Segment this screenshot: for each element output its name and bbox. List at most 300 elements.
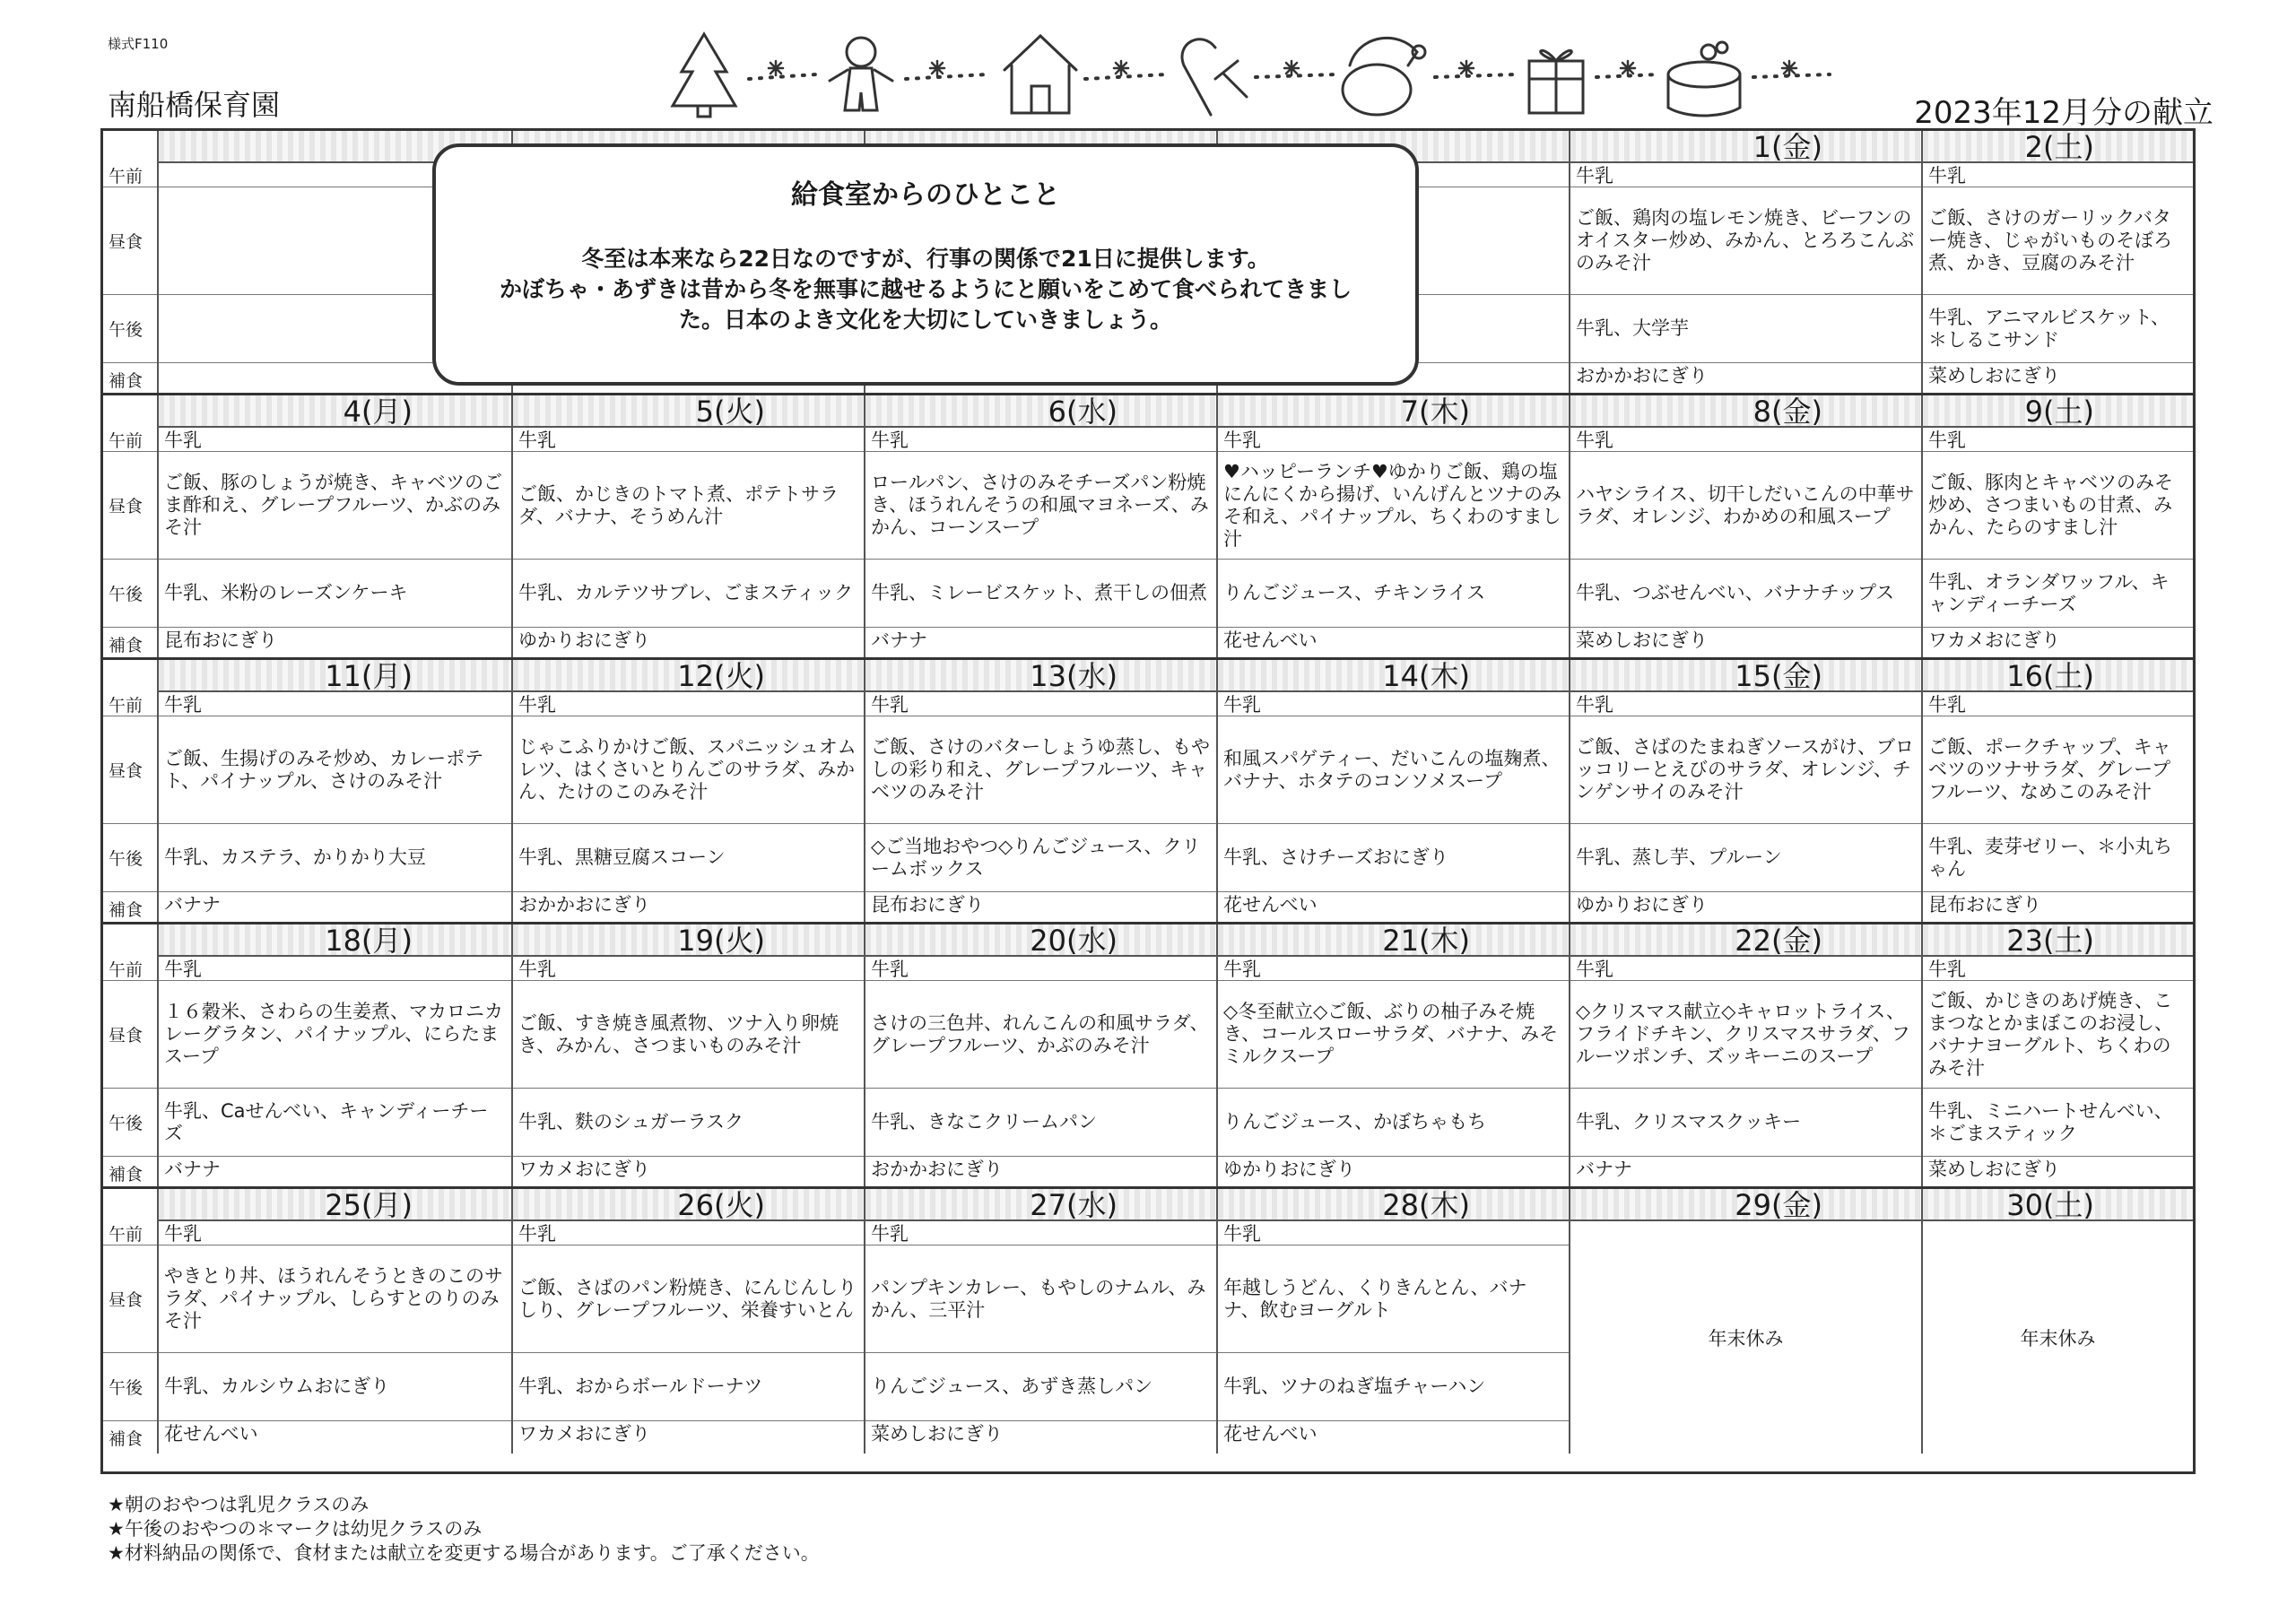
menu-cell-supp <box>1218 892 1569 924</box>
menu-cell-lunch <box>1218 452 1569 560</box>
menu-cell-lunch <box>1218 981 1569 1089</box>
day-header <box>1923 924 2193 957</box>
menu-text: 牛乳 <box>1928 959 1966 980</box>
menu-cell-supp <box>513 1421 864 1454</box>
menu-cell-lunch <box>865 1245 1216 1353</box>
menu-text: ゆかりおにぎり <box>1223 1159 1355 1180</box>
menu-cell-pm <box>865 560 1216 628</box>
menu-text: 牛乳、ミニハートせんべい、＊ごまスティック <box>1928 1099 2173 1144</box>
menu-cell-supp <box>1570 628 1921 660</box>
menu-cell-pm <box>1923 560 2193 628</box>
christmas-decoration-strip <box>664 25 1857 124</box>
row-label: 午後 <box>103 824 157 892</box>
day-date: 1(金) <box>1752 130 1822 164</box>
menu-cell-lunch <box>865 452 1216 560</box>
menu-cell-am <box>1218 1221 1569 1245</box>
menu-cell-am <box>865 957 1216 981</box>
day-header <box>865 1189 1216 1221</box>
menu-text: バナナ <box>164 1159 221 1180</box>
menu-text: さけの三色丼、れんこんの和風サラダ、グレープフルーツ、かぶのみそ汁 <box>871 1011 1209 1056</box>
menu-cell-pm <box>1923 295 2193 363</box>
menu-cell-pm <box>1570 295 1921 363</box>
menu-text: 牛乳 <box>1576 959 1613 980</box>
day-date: 21(木) <box>1382 924 1470 958</box>
day-header <box>1570 660 1921 692</box>
menu-text: 牛乳 <box>871 430 909 451</box>
note-line: かぼちゃ・あずきは昔から冬を無事に越せるようにと願いをこめて食べられてきまし <box>499 276 1352 302</box>
day-column <box>1921 395 2193 660</box>
day-header <box>1923 131 2193 163</box>
row-label: 午後 <box>103 560 157 628</box>
day-date: 13(水) <box>1030 659 1118 693</box>
menu-cell-am <box>513 957 864 981</box>
menu-text: パンプキンカレー、もやしのナムル、みかん、三平汁 <box>871 1276 1206 1321</box>
menu-text: 牛乳 <box>1223 694 1261 716</box>
day-date: 9(土) <box>2024 395 2094 429</box>
menu-text: 牛乳、麦芽ゼリー、＊小丸ちゃん <box>1928 835 2173 880</box>
row-label: 補食 <box>109 635 144 655</box>
menu-cell-lunch <box>865 716 1216 824</box>
day-column <box>1216 660 1569 924</box>
row-label: 補食 <box>109 899 144 920</box>
menu-text: ご飯、すき焼き風煮物、ツナ入り卵焼き、みかん、さつまいものみそ汁 <box>518 1011 839 1056</box>
cake-icon <box>1668 42 1740 116</box>
menu-text: 年越しうどん、くりきんとん、バナナ、飲むヨーグルト <box>1223 1276 1527 1321</box>
day-date: 28(木) <box>1382 1188 1470 1222</box>
day-column <box>1921 924 2193 1189</box>
menu-cell-supp <box>1570 363 1921 395</box>
menu-cell-pm <box>1570 1089 1921 1157</box>
day-date: 12(火) <box>677 659 765 693</box>
nursery-name: 南船橋保育園 <box>108 88 281 122</box>
menu-text: 昆布おにぎり <box>1928 894 2041 916</box>
menu-text: 牛乳 <box>518 959 556 980</box>
menu-cell-am <box>1923 428 2193 452</box>
menu-cell-lunch <box>159 981 511 1089</box>
menu-text: 牛乳 <box>871 1223 909 1245</box>
menu-cell-lunch <box>513 981 864 1089</box>
day-date: 20(水) <box>1030 924 1118 958</box>
menu-cell-pm <box>1218 1353 1569 1421</box>
menu-cell-am <box>513 428 864 452</box>
menu-text: 牛乳 <box>1928 430 1966 451</box>
row-label: 午前 <box>103 1221 157 1245</box>
menu-cell-am <box>1570 692 1921 716</box>
form-id: 様式F110 <box>108 36 169 52</box>
menu-cell-lunch <box>1923 187 2193 295</box>
menu-cell-supp <box>1923 892 2193 924</box>
menu-text: 牛乳、ツナのねぎ塩チャーハン <box>1223 1376 1486 1397</box>
menu-cell-am <box>159 1221 511 1245</box>
day-date: 4(月) <box>343 395 413 429</box>
day-date: 23(土) <box>2006 924 2094 958</box>
menu-text: 牛乳 <box>164 694 202 716</box>
menu-text: 牛乳 <box>518 1223 556 1245</box>
menu-text: 牛乳、Caせんべい、キャンディーチーズ <box>164 1099 489 1144</box>
day-header <box>1570 131 1921 163</box>
footer-notes <box>108 1493 820 1566</box>
menu-text: おかかおにぎり <box>871 1159 1003 1180</box>
day-date: 2(土) <box>2024 130 2094 164</box>
row-label: 昼食 <box>103 452 157 560</box>
menu-text: ご飯、さけのガーリックバター焼き、じゃがいものそぼろ煮、かき、豆腐のみそ汁 <box>1928 207 2173 273</box>
day-header <box>513 1189 864 1221</box>
menu-cell-am <box>1218 957 1569 981</box>
row-label: 補食 <box>109 1164 144 1185</box>
menu-cell-am <box>513 1221 864 1245</box>
menu-cell-lunch <box>1570 716 1921 824</box>
day-header <box>513 395 864 428</box>
menu-text: 昆布おにぎり <box>164 629 277 651</box>
menu-text: 牛乳 <box>1223 430 1261 451</box>
day-date: 19(火) <box>677 924 765 958</box>
footer-note: ★朝のおやつは乳児クラスのみ <box>108 1494 370 1515</box>
menu-cell-pm <box>865 1353 1216 1421</box>
day-header <box>1218 660 1569 692</box>
row-label-column <box>103 1189 159 1454</box>
menu-text: 牛乳、麩のシュガーラスク <box>518 1111 744 1133</box>
row-label-column <box>103 131 159 395</box>
menu-cell-pm <box>159 1089 511 1157</box>
menu-text: ご飯、鶏肉の塩レモン焼き、ビーフンのオイスター炒め、みかん、とろろこんぶのみそ汁 <box>1576 207 1915 273</box>
menu-cell-pm <box>513 560 864 628</box>
menu-cell-supp <box>159 1157 511 1189</box>
row-label-column <box>103 924 159 1189</box>
row-label: 午前 <box>103 692 157 716</box>
menu-text: ご飯、豚肉とキャベツのみそ炒め、さつまいもの甘煮、みかん、たらのすまし汁 <box>1928 472 2173 538</box>
menu-cell-supp <box>1218 628 1569 660</box>
menu-cell-supp <box>865 892 1216 924</box>
row-label: 午前 <box>103 163 157 187</box>
day-date: 27(水) <box>1030 1188 1118 1222</box>
day-header <box>159 660 511 692</box>
menu-cell-am <box>1218 428 1569 452</box>
day-column <box>1921 131 2193 395</box>
day-column <box>864 1189 1216 1454</box>
menu-text: ご飯、かじきのトマト煮、ポテトサラダ、バナナ、そうめん汁 <box>518 482 839 527</box>
note-body <box>472 244 1379 335</box>
menu-text: じゃこふりかけご飯、スパニッシュオムレツ、はくさいとりんごのサラダ、みかん、たけのこのみそ汁 <box>518 736 857 803</box>
row-label-column <box>103 660 159 924</box>
menu-cell-supp <box>865 1421 1216 1454</box>
menu-text: 牛乳 <box>1576 165 1613 187</box>
menu-text: りんごジュース、かぼちゃもち <box>1223 1111 1487 1133</box>
menu-text: 牛乳、おからボールドーナツ <box>518 1376 763 1397</box>
menu-text: 牛乳、カステラ、かりかり大豆 <box>164 846 426 868</box>
menu-text: ご飯、生揚げのみそ炒め、カレーポテト、パイナップル、さけのみそ汁 <box>164 747 484 792</box>
footer-note: ★午後のおやつの＊マークは幼児クラスのみ <box>108 1518 483 1540</box>
gift-icon <box>1529 50 1583 113</box>
day-date: 18(月) <box>325 924 413 958</box>
menu-text: ゆかりおにぎり <box>1576 894 1708 916</box>
menu-cell-am <box>1570 957 1921 981</box>
menu-cell-pm <box>159 824 511 892</box>
day-column <box>1569 131 1921 395</box>
menu-cell-pm <box>1923 824 2193 892</box>
day-date: 5(火) <box>695 395 765 429</box>
kitchen-note <box>432 143 1419 386</box>
day-header <box>1923 1189 2193 1221</box>
menu-text: 牛乳、ミレービスケット、煮干しの佃煮 <box>871 582 1208 603</box>
menu-text: 牛乳 <box>1928 694 1966 716</box>
day-header <box>1570 924 1921 957</box>
day-column <box>1569 1189 1921 1454</box>
day-column <box>1216 395 1569 660</box>
day-column <box>159 924 511 1189</box>
menu-text: 牛乳 <box>1576 430 1613 451</box>
menu-text: 牛乳、蒸し芋、プルーン <box>1576 846 1782 868</box>
row-label: 午前 <box>103 957 157 981</box>
menu-cell-pm <box>1218 1089 1569 1157</box>
row-label: 午後 <box>103 295 157 363</box>
christmas-tree-icon <box>673 34 735 117</box>
menu-cell-am <box>1570 428 1921 452</box>
menu-cell-pm <box>865 824 1216 892</box>
day-date: 25(月) <box>325 1188 413 1222</box>
week-row <box>103 395 2193 660</box>
menu-cell-lunch <box>1923 716 2193 824</box>
menu-text: おかかおにぎり <box>1576 365 1708 386</box>
row-label: 午後 <box>103 1353 157 1421</box>
day-column <box>1569 924 1921 1189</box>
menu-cell-pm <box>1570 824 1921 892</box>
day-column <box>511 660 864 924</box>
menu-cell-am <box>159 428 511 452</box>
day-column <box>864 660 1216 924</box>
menu-cell-pm <box>513 1089 864 1157</box>
menu-cell-supp <box>865 1157 1216 1189</box>
menu-cell-supp <box>865 628 1216 660</box>
menu-cell-supp <box>1923 1157 2193 1189</box>
menu-text: ロールパン、さけのみそチーズパン粉焼き、ほうれんそうの和風マヨネーズ、みかん、コーンスープ <box>871 472 1209 538</box>
menu-cell-lunch <box>1923 981 2193 1089</box>
menu-cell-lunch <box>1218 716 1569 824</box>
menu-text: 花せんべい <box>164 1423 258 1445</box>
menu-text: 牛乳、きなこクリームパン <box>871 1111 1097 1133</box>
menu-cell-am <box>1923 163 2193 187</box>
menu-text: ご飯、ポークチャップ、キャベツのツナサラダ、グレープフルーツ、なめこのみそ汁 <box>1928 736 2171 803</box>
day-date: 6(水) <box>1048 395 1118 429</box>
menu-text: やきとり丼、ほうれんそうときのこのサラダ、パイナップル、しらすとのりのみそ汁 <box>164 1265 503 1332</box>
day-date: 15(金) <box>1735 659 1822 693</box>
menu-cell-am <box>513 692 864 716</box>
row-label: 午前 <box>103 428 157 452</box>
day-date: 14(木) <box>1382 659 1470 693</box>
menu-text: 牛乳、黒糖豆腐スコーン <box>518 846 726 868</box>
day-header <box>865 395 1216 428</box>
menu-text: 牛乳、カルシウムおにぎり <box>164 1376 390 1397</box>
menu-cell-pm <box>865 1089 1216 1157</box>
house-icon <box>1004 36 1076 113</box>
menu-text: 和風スパゲティー、だいこんの塩麹煮、バナナ、ホタテのコンソメスープ <box>1223 747 1561 792</box>
day-column <box>1216 924 1569 1189</box>
menu-cell-supp <box>513 892 864 924</box>
menu-text: ワカメおにぎり <box>518 1423 650 1445</box>
menu-text: 牛乳、大学芋 <box>1576 317 1689 339</box>
day-date: 16(土) <box>2006 659 2094 693</box>
menu-text: ◇クリスマス献立◇キャロットライス、フライドチキン、クリスマスサラダ、フルーツポンチ、ズッキーニのスープ <box>1576 1001 1910 1067</box>
week-row <box>103 660 2193 924</box>
menu-text: 菜めしおにぎり <box>1576 629 1708 651</box>
menu-cell-lunch <box>1218 1245 1569 1353</box>
menu-text: ご飯、さばのたまねぎソースがけ、ブロッコリーとえびのサラダ、オレンジ、チンゲンサイのみそ汁 <box>1576 736 1914 803</box>
menu-text: ワカメおにぎり <box>1928 629 2060 651</box>
menu-cell-am <box>865 1221 1216 1245</box>
menu-text: ハヤシライス、切干しだいこんの中華サラダ、オレンジ、わかめの和風スープ <box>1576 482 1915 527</box>
menu-text: ワカメおにぎり <box>518 1159 650 1180</box>
menu-cell-supp <box>1570 1157 1921 1189</box>
menu-cell-lunch <box>513 1245 864 1353</box>
menu-text: 牛乳 <box>164 959 202 980</box>
menu-cell-am <box>1923 692 2193 716</box>
menu-text: 牛乳 <box>1223 1223 1261 1245</box>
menu-text: 牛乳、カルテツサブレ、ごまスティック <box>518 582 854 603</box>
day-date: 11(月) <box>325 659 413 693</box>
day-date: 30(土) <box>2006 1188 2094 1222</box>
day-header <box>1218 1189 1569 1221</box>
day-column <box>1216 1189 1569 1454</box>
closed-notice: 年末休み <box>2020 1327 2096 1350</box>
menu-text: 牛乳 <box>164 430 202 451</box>
menu-cell-supp <box>1218 1421 1569 1454</box>
day-header <box>1570 395 1921 428</box>
footer-note: ★材料納品の関係で、食材または献立を変更する場合があります。ご了承ください。 <box>108 1542 820 1564</box>
menu-text: 牛乳、さけチーズおにぎり <box>1223 846 1448 868</box>
menu-text: 牛乳、オランダワッフル、キャンディーチーズ <box>1928 570 2170 615</box>
day-date: 26(火) <box>677 1188 765 1222</box>
menu-text: ご飯、さけのバターしょうゆ蒸し、もやしの彩り和え、グレープフルーツ、キャベツのみそ汁 <box>871 736 1210 803</box>
row-label: 昼食 <box>103 716 157 824</box>
menu-cell-supp <box>513 1157 864 1189</box>
day-column <box>1569 660 1921 924</box>
menu-text: ◇冬至献立◇ご飯、ぶりの柚子みそ焼き、コールスローサラダ、バナナ、みそミルクスープ <box>1223 1001 1559 1067</box>
menu-text: ♥ハッピーランチ♥ゆかりご飯、鶏の塩にんにくから揚げ、いんげんとツナのみそ和え、パイナップル、ちくわのすまし汁 <box>1223 460 1562 550</box>
day-header <box>159 924 511 957</box>
menu-cell-supp <box>159 628 511 660</box>
menu-cell-am <box>159 957 511 981</box>
menu-cell-supp <box>1218 1157 1569 1189</box>
day-column <box>1921 660 2193 924</box>
menu-text: 牛乳、つぶせんべい、バナナチップス <box>1576 582 1895 603</box>
menu-text: 牛乳 <box>1576 694 1613 716</box>
menu-cell-supp <box>1923 363 2193 395</box>
menu-text: りんごジュース、チキンライス <box>1223 582 1486 603</box>
menu-text: 牛乳、米粉のレーズンケーキ <box>164 582 408 603</box>
menu-text: 牛乳 <box>1928 165 1966 187</box>
menu-text: 昆布おにぎり <box>871 894 984 916</box>
menu-text: １６穀米、さわらの生姜煮、マカロニカレーグラタン、パイナップル、にらたまスープ <box>164 1001 503 1067</box>
menu-cell-lunch <box>1923 452 2193 560</box>
day-column <box>1921 1189 2193 1454</box>
menu-text: 牛乳、アニマルビスケット、＊しるこサンド <box>1928 306 2170 351</box>
menu-text: 牛乳 <box>164 1223 202 1245</box>
day-column <box>864 395 1216 660</box>
menu-cell-lunch <box>1570 981 1921 1089</box>
day-header <box>513 660 864 692</box>
menu-text: りんごジュース、あずき蒸しパン <box>871 1376 1153 1397</box>
note-line: 冬至は本来なら22日なのですが、行事の関係で21日に提供します。 <box>581 246 1270 272</box>
day-header <box>865 924 1216 957</box>
menu-cell-lunch <box>159 452 511 560</box>
row-label: 昼食 <box>103 187 157 295</box>
day-date: 22(金) <box>1735 924 1822 958</box>
menu-text: 牛乳 <box>1223 959 1261 980</box>
menu-text: 菜めしおにぎり <box>1928 1159 2060 1180</box>
menu-text: ゆかりおにぎり <box>518 629 650 651</box>
menu-text: ご飯、かじきのあげ焼き、こまつなとかまぼこのお浸し、バナナヨーグルト、ちくわのみそ汁 <box>1928 989 2173 1079</box>
menu-cell-am <box>1923 957 2193 981</box>
day-column <box>159 660 511 924</box>
menu-cell-lunch <box>865 981 1216 1089</box>
menu-cell-am <box>865 692 1216 716</box>
day-column <box>159 1189 511 1454</box>
menu-text: 花せんべい <box>1223 1423 1318 1445</box>
menu-cell-am <box>1570 163 1921 187</box>
day-header <box>1218 395 1569 428</box>
menu-text: 牛乳 <box>871 694 909 716</box>
candy-cane-icon <box>1182 39 1247 115</box>
menu-cell-lunch <box>513 452 864 560</box>
menu-text: ご飯、豚のしょうが焼き、キャベツのごま酢和え、グレープフルーツ、かぶのみそ汁 <box>164 472 503 538</box>
closed-notice: 年末休み <box>1708 1327 1784 1350</box>
menu-cell-supp <box>513 628 864 660</box>
menu-text: 花せんべい <box>1223 894 1318 916</box>
menu-cell-lunch <box>1570 187 1921 295</box>
menu-cell-pm <box>513 824 864 892</box>
row-label-column <box>103 395 159 660</box>
menu-cell-pm <box>1923 1089 2193 1157</box>
menu-cell-am <box>1218 692 1569 716</box>
menu-cell-supp <box>159 1421 511 1454</box>
santa-icon <box>1343 38 1425 115</box>
row-label: 昼食 <box>103 1245 157 1353</box>
menu-cell-lunch <box>1570 452 1921 560</box>
menu-text: ◇ご当地おやつ◇りんごジュース、クリームボックス <box>871 835 1201 880</box>
menu-text: 菜めしおにぎり <box>1928 365 2060 386</box>
day-column <box>511 1189 864 1454</box>
day-header <box>865 660 1216 692</box>
day-header <box>1923 660 2193 692</box>
gingerbread-icon <box>830 38 892 110</box>
menu-cell-supp <box>159 892 511 924</box>
menu-cell-pm <box>513 1353 864 1421</box>
note-title: 給食室からのひとこと <box>791 179 1060 211</box>
day-header <box>1218 924 1569 957</box>
day-header <box>513 924 864 957</box>
menu-cell-pm <box>1570 560 1921 628</box>
day-column <box>864 924 1216 1189</box>
menu-text: 牛乳 <box>518 430 556 451</box>
menu-cell-pm <box>1218 824 1569 892</box>
menu-text: ご飯、さばのパン粉焼き、にんじんしりしり、グレープフルーツ、栄養すいとん <box>518 1276 857 1321</box>
month-title: 2023年12月分の献立 <box>1914 95 2213 131</box>
menu-cell-pm <box>1218 560 1569 628</box>
day-header <box>1923 395 2193 428</box>
menu-text: 牛乳 <box>518 694 556 716</box>
day-date: 29(金) <box>1735 1188 1822 1222</box>
note-line: た。日本のよき文化を大切にしていきましょう。 <box>678 307 1172 333</box>
menu-cell-pm <box>159 1353 511 1421</box>
menu-text: バナナ <box>871 629 927 651</box>
week-row <box>103 924 2193 1189</box>
menu-text: おかかおにぎり <box>518 894 650 916</box>
row-label: 補食 <box>109 370 144 391</box>
menu-text: バナナ <box>1576 1159 1632 1180</box>
menu-cell-supp <box>1923 628 2193 660</box>
day-column <box>511 395 864 660</box>
menu-cell-lunch <box>159 1245 511 1353</box>
row-label: 午後 <box>103 1089 157 1157</box>
